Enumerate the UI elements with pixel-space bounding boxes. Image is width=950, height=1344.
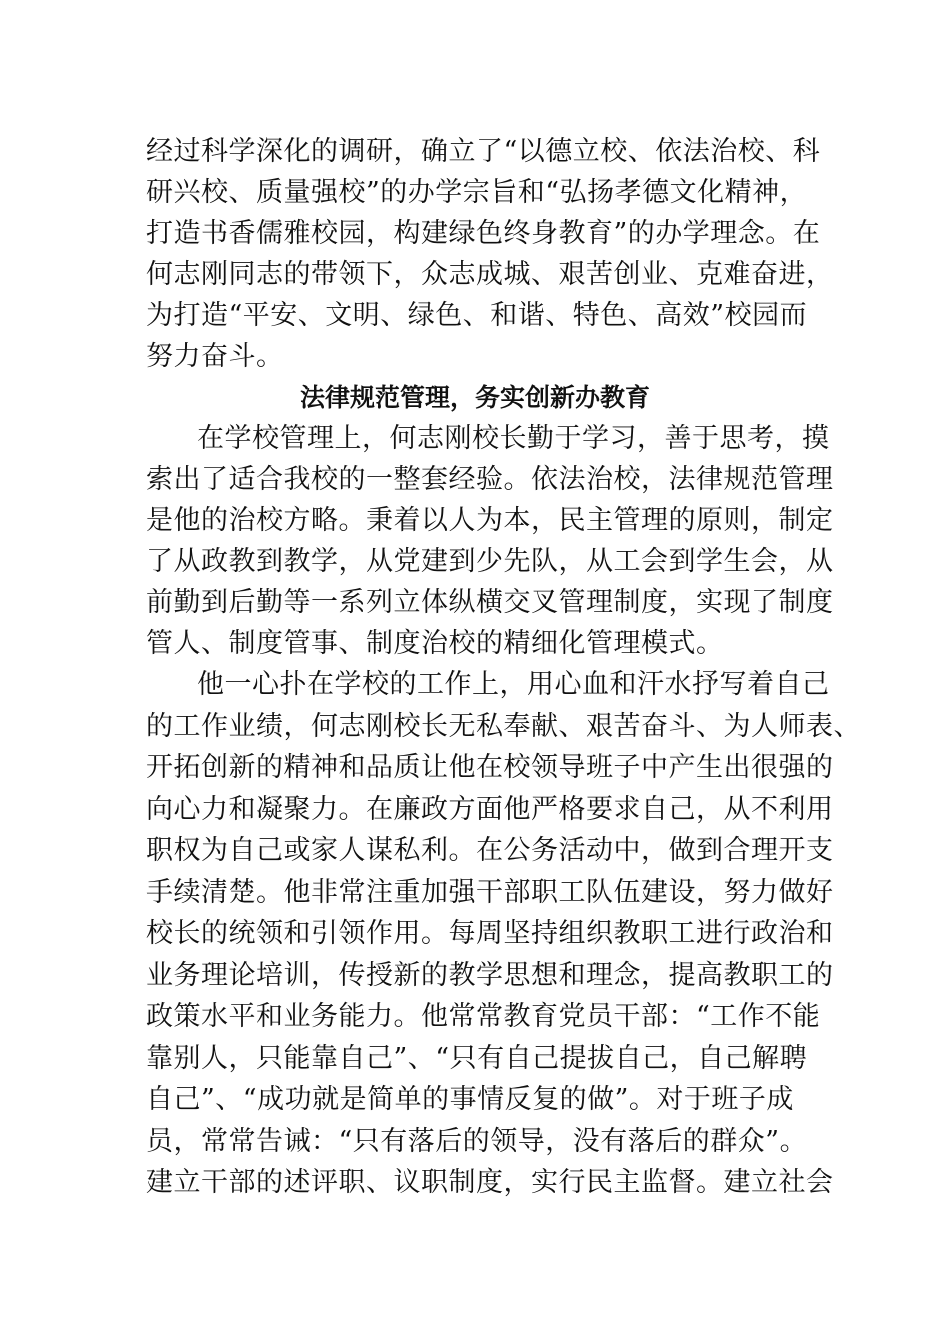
text-line: 管人、制度管事、制度治校的精细化管理模式。 <box>146 628 724 659</box>
text-line: 经过科学深化的调研，确立了“以德立校、依法治校、科 <box>146 136 821 167</box>
section-heading: 法律规范管理，务实创新办教育 <box>299 383 650 412</box>
text-line: 开拓创新的精神和品质让他在校领导班子中产生出很强的 <box>146 752 834 783</box>
text-line: 员，常常告诫：“只有落后的领导，没有落后的群众”。 <box>146 1126 808 1157</box>
text-line: 索出了适合我校的一整套经验。依法治校，法律规范管理 <box>146 464 834 495</box>
text-line: 前勤到后勤等一系列立体纵横交叉管理制度，实现了制度 <box>146 587 834 618</box>
text-line: 为打造“平安、文明、绿色、和谐、特色、高效”校园而 <box>146 300 808 331</box>
text-line: 靠别人，只能靠自己”、“只有自己提拔自己，自己解聘 <box>146 1043 808 1074</box>
text-line: 打造书香儒雅校园，构建绿色终身教育”的办学理念。在 <box>146 218 821 249</box>
text-line: 校长的统领和引领作用。每周坚持组织教职工进行政治和 <box>146 918 834 949</box>
text-line: 了从政教到教学，从党建到少先队，从工会到学生会，从 <box>146 546 834 577</box>
text-line: 的工作业绩，何志刚校长无私奉献、艰苦奋斗、为人师表、 <box>146 711 861 742</box>
text-line: 是他的治校方略。秉着以人为本，民主管理的原则，制定 <box>146 505 834 536</box>
text-line: 建立干部的述评职、议职制度，实行民主监督。建立社会 <box>146 1167 834 1198</box>
text-line: 何志刚同志的带领下，众志成城、艰苦创业、克难奋进， <box>146 259 834 290</box>
text-line: 职权为自己或家人谋私利。在公务活动中，做到合理开支 <box>146 835 834 866</box>
text-line: 业务理论培训，传授新的教学思想和理念，提高教职工的 <box>146 960 834 991</box>
text-line: 手续清楚。他非常注重加强干部职工队伍建设，努力做好 <box>146 877 834 908</box>
text-line: 向心力和凝聚力。在廉政方面他严格要求自己，从不利用 <box>146 794 834 825</box>
text-line: 他一心扑在学校的工作上，用心血和汗水抒写着自己 <box>197 669 830 700</box>
text-line: 在学校管理上，何志刚校长勤于学习，善于思考，摸 <box>197 423 830 454</box>
text-line: 政策水平和业务能力。他常常教育党员干部：“工作不能 <box>146 1001 821 1032</box>
text-line: 自己”、“成功就是简单的事情反复的做”。对于班子成 <box>146 1084 794 1115</box>
text-line: 研兴校、质量强校”的办学宗旨和“弘扬孝德文化精神， <box>146 177 808 208</box>
text-line: 努力奋斗。 <box>146 341 284 372</box>
